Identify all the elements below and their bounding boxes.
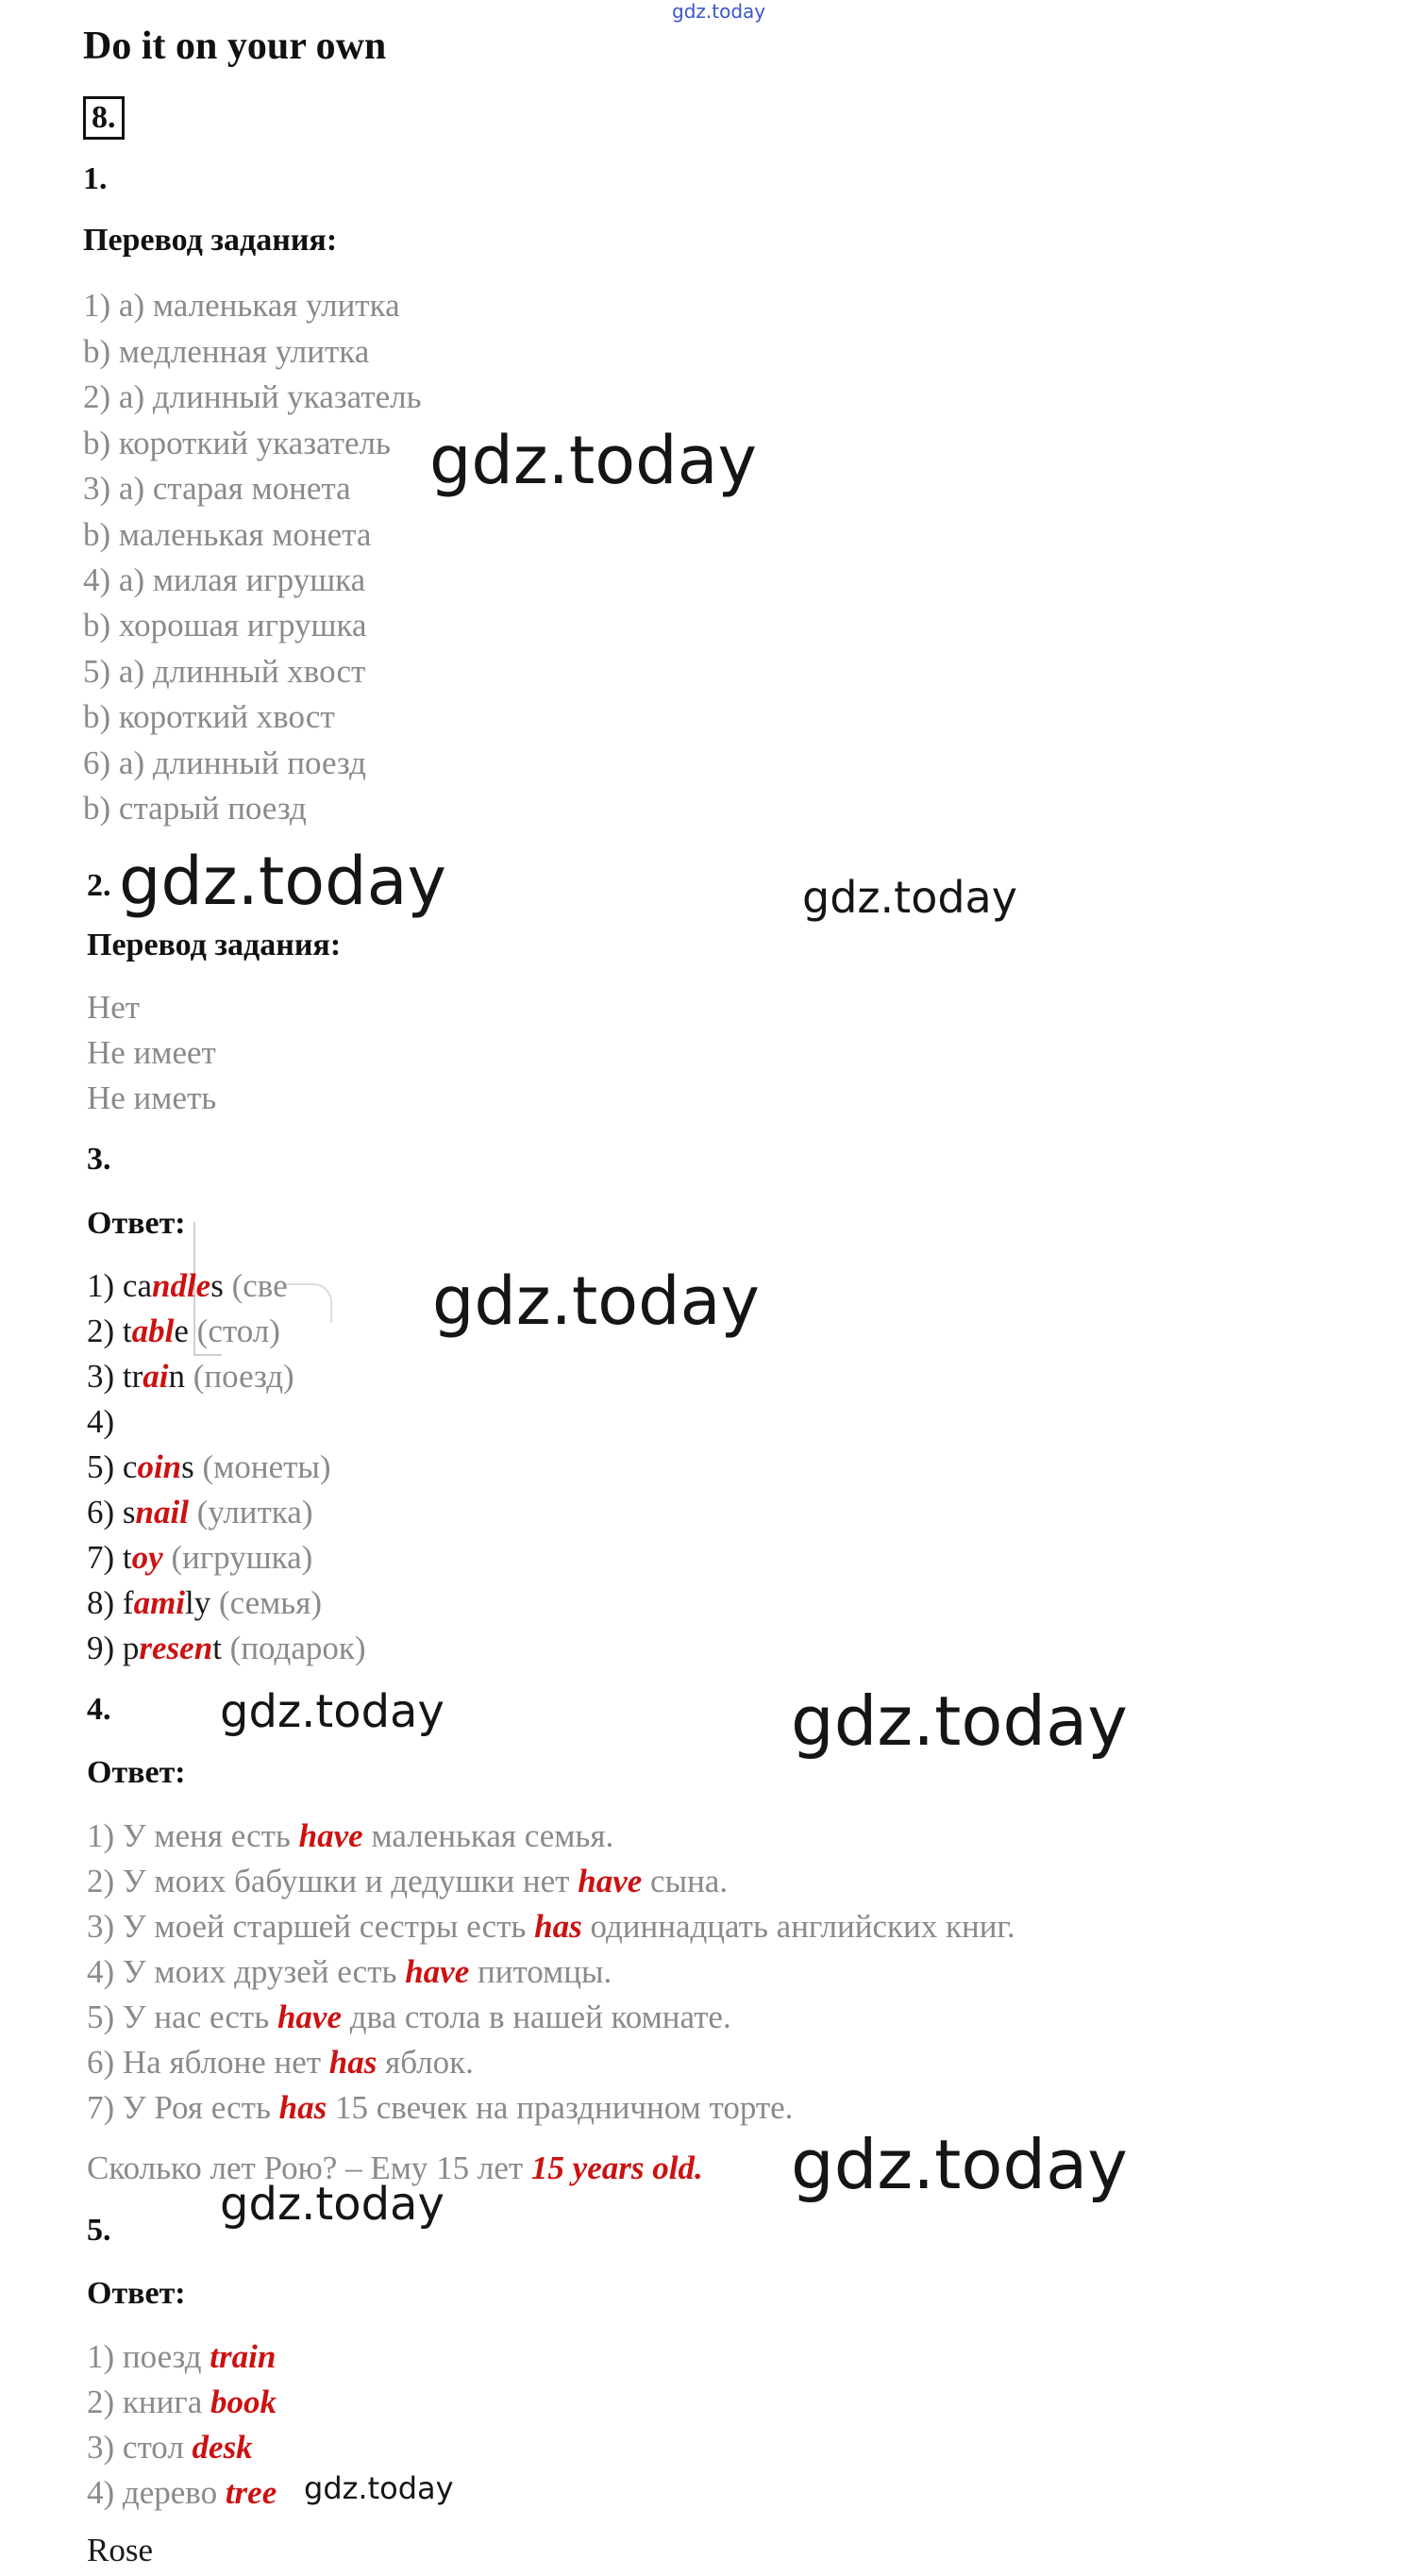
item-prefix: 8) f (87, 1584, 134, 1621)
exercise-number: 8. (83, 96, 125, 140)
section-3-number: 3. (87, 1142, 111, 1177)
section-1-line: 4) a) милая игрушка (83, 561, 366, 598)
section-2-line: Нет (87, 989, 141, 1026)
watermark: gdz.today (119, 843, 446, 920)
item-text: маленькая семья. (362, 1817, 614, 1854)
section-2-line: Не имеет (87, 1034, 216, 1071)
answer-letters: ami (133, 1584, 186, 1621)
answer-phrase: 15 years old. (530, 2149, 703, 2186)
section-4-item (87, 1908, 1015, 1946)
section-2-heading: Перевод задания: (87, 928, 342, 962)
answer-word: has (328, 2044, 377, 2081)
footer-word: Rose (87, 2532, 153, 2568)
section-4-item (87, 2044, 474, 2082)
item-translation: (подарок) (221, 1630, 366, 1666)
item-translation: (поезд) (185, 1358, 294, 1395)
section-5-number: 5. (87, 2213, 111, 2248)
section-5-item (87, 2429, 253, 2467)
answer-word: have (578, 1863, 643, 1899)
item-translation: (монеты) (193, 1448, 331, 1485)
section-2-line: Не иметь (87, 1079, 217, 1116)
section-1-heading: Перевод задания: (83, 223, 338, 258)
item-translation: (игрушка) (162, 1539, 313, 1576)
section-1-line: 3) a) старая монета (83, 470, 351, 507)
item-text: 4) дерево (87, 2474, 226, 2511)
item-suffix: ly (185, 1584, 211, 1621)
item-text: 2) У моих бабушки и дедушки нет (87, 1863, 579, 1899)
answer-letters: abl (131, 1313, 175, 1349)
section-4-item (87, 1817, 613, 1855)
section-3-item (87, 1539, 312, 1577)
section-1-line: b) медленная улитка (83, 333, 370, 370)
watermark: gdz.today (304, 2470, 454, 2506)
item-translation: (стол) (188, 1313, 280, 1349)
section-2-number: 2. (87, 868, 111, 903)
section-4-heading: Ответ: (87, 1755, 186, 1790)
item-prefix: 4) (87, 1403, 115, 1440)
section-3-item (87, 1267, 288, 1305)
answer-word: book (210, 2384, 277, 2420)
answer-word: has (534, 1908, 582, 1945)
answer-word: have (277, 1999, 342, 2035)
answer-word: have (298, 1817, 363, 1854)
section-1-line: b) короткий указатель (83, 425, 391, 461)
section-5-item (87, 2474, 277, 2512)
section-3-item (87, 1448, 331, 1486)
watermark-top: gdz.today (672, 0, 766, 23)
question-text: Сколько лет Рою? – Ему 15 лет (87, 2149, 531, 2186)
item-suffix: t (212, 1630, 222, 1666)
section-1-line: b) короткий хвост (83, 698, 335, 735)
section-1-line: b) маленькая монета (83, 516, 372, 553)
answer-letters: ai (143, 1358, 169, 1395)
item-translation: (семья) (210, 1584, 323, 1621)
answer-letters: oy (131, 1539, 163, 1576)
watermark: gdz.today (791, 2125, 1128, 2204)
item-prefix: 5) c (87, 1448, 138, 1485)
item-text: 1) поезд (87, 2338, 210, 2375)
answer-word: tree (225, 2474, 277, 2511)
item-translation: (све (223, 1267, 288, 1304)
section-3-item (87, 1584, 322, 1622)
watermark: gdz.today (220, 1685, 445, 1738)
item-prefix: 3) tr (87, 1358, 143, 1395)
answer-letters: resen (139, 1630, 213, 1666)
answer-word: desk (192, 2429, 253, 2466)
section-5-item (87, 2384, 277, 2421)
item-prefix: 1) ca (87, 1267, 152, 1304)
section-1-line: 6) a) длинный поезд (83, 744, 366, 781)
answer-letters: oin (137, 1448, 182, 1485)
item-text: 2) книга (87, 2384, 211, 2420)
section-3-item (87, 1403, 114, 1441)
item-suffix: n (168, 1358, 186, 1395)
answer-letters: ndle (151, 1267, 211, 1304)
item-text: 15 свечек на праздничном торте. (327, 2089, 794, 2126)
section-3-item (87, 1630, 366, 1667)
item-suffix: s (210, 1267, 224, 1304)
item-prefix: 7) t (87, 1539, 132, 1576)
item-text: 1) У меня есть (87, 1817, 299, 1854)
page-title: Do it on your own (83, 25, 387, 68)
item-text: яблок. (377, 2044, 474, 2081)
item-text: 3) У моей старшей сестры есть (87, 1908, 535, 1945)
item-text: 5) У нас есть (87, 1999, 277, 2035)
item-text: питомцы. (469, 1953, 612, 1990)
item-prefix: 9) p (87, 1630, 140, 1666)
section-4-item (87, 1953, 612, 1991)
item-prefix: 6) s (87, 1494, 136, 1531)
item-text: 3) стол (87, 2429, 193, 2466)
item-text: два стола в нашей комнате. (341, 1999, 731, 2035)
watermark: gdz.today (429, 422, 757, 499)
section-3-item (87, 1358, 294, 1396)
section-1-line: 2) a) длинный указатель (83, 378, 422, 415)
section-5-item (87, 2338, 276, 2376)
faint-sketch-mark (283, 1283, 332, 1323)
answer-word: has (278, 2089, 327, 2126)
watermark: gdz.today (802, 872, 1017, 923)
section-1-number: 1. (83, 161, 108, 196)
watermark: gdz.today (791, 1681, 1128, 1761)
answer-word: have (405, 1953, 470, 1990)
item-text: 6) На яблоне нет (87, 2044, 329, 2081)
item-suffix: e (174, 1313, 189, 1349)
section-4-item (87, 1999, 731, 2036)
section-3-item (87, 1313, 280, 1350)
section-1-line: 5) a) длинный хвост (83, 653, 366, 690)
section-4-item (87, 2089, 793, 2127)
section-1-line: b) старый поезд (83, 790, 307, 827)
item-translation: (улитка) (188, 1494, 313, 1531)
item-prefix: 2) t (87, 1313, 132, 1349)
section-5-heading: Ответ: (87, 2276, 186, 2311)
item-text: одиннадцать английских книг. (581, 1908, 1015, 1945)
item-text: сына. (642, 1863, 729, 1899)
answer-letters: nail (135, 1494, 189, 1531)
section-1-line: 1) a) маленькая улитка (83, 287, 400, 324)
watermark: gdz.today (432, 1263, 760, 1340)
item-text: 4) У моих друзей есть (87, 1953, 406, 1990)
watermark: gdz.today (220, 2178, 445, 2231)
section-4-number: 4. (87, 1692, 111, 1727)
section-1-line: b) хорошая игрушка (83, 607, 367, 644)
item-text: 7) У Роя есть (87, 2089, 279, 2126)
item-suffix: s (181, 1448, 194, 1485)
section-4-item (87, 1863, 728, 1900)
section-3-item (87, 1494, 312, 1531)
section-3-heading: Ответ: (87, 1206, 186, 1241)
answer-word: train (210, 2338, 277, 2375)
